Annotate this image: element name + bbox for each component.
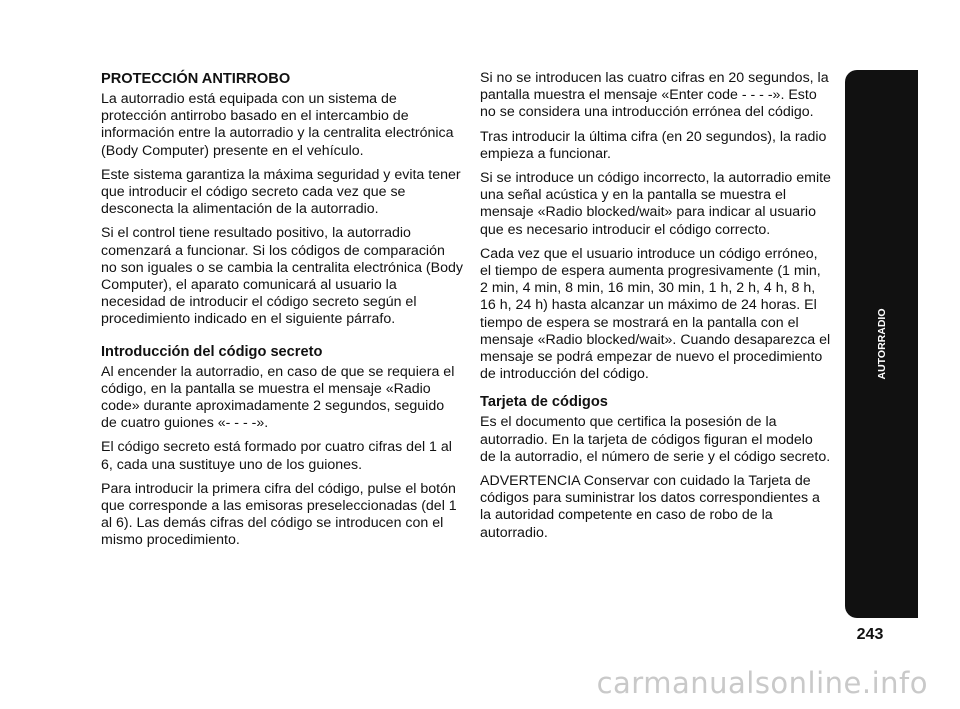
paragraph: Si no se introducen las cuatro cifras en 20 segundos, la pantalla muestra el mensaje «Enter code - - - -». Esto no se considera una introducción errónea del código. bbox=[480, 70, 829, 121]
paragraph: Para introducir la primera cifra del código, pulse el botón que corresponde a las emisoras preseleccionadas (del 1 al 6). Las demás cifras del código se introducen con el mismo procedimiento. bbox=[101, 480, 457, 549]
subsection-heading: Tarjeta de códigos bbox=[480, 394, 608, 411]
page-number: 243 bbox=[856, 626, 884, 643]
section-title: PROTECCIÓN ANTIRROBO bbox=[101, 71, 291, 87]
left-column bbox=[101, 70, 463, 557]
paragraph: Es el documento que certifica la posesión de la autorradio. En la tarjeta de códigos figuran el modelo de la autorradio, el número de serie y el código secreto. bbox=[480, 414, 831, 465]
watermark: carmanualsonline.info bbox=[596, 666, 928, 700]
paragraph: La autorradio está equipada con un sistema de protección antirrobo basado en el intercambio de información entre la autorradio y la centralita electrónica (Body Computer) presente en el vehículo. bbox=[101, 91, 454, 159]
paragraph: El código secreto está formado por cuatro cifras del 1 al 6, cada una sustituye uno de los guiones. bbox=[101, 439, 452, 473]
paragraph: Si se introduce un código incorrecto, la autorradio emite una señal acústica y en la pantalla se muestra el mensaje «Radio blocked/wait» para indicar al usuario que es necesario introducir el código correcto. bbox=[480, 170, 831, 238]
paragraph: Si el control tiene resultado positivo, la autorradio comenzará a funcionar. Si los códigos de comparación no son iguales o se cambia la centralita electrónica (Body Computer), el aparato comunicará al usuario la necesidad de introducir el código secreto según el procedimiento indicado en el siguiente párrafo. bbox=[101, 225, 463, 328]
paragraph: Tras introducir la última cifra (en 20 segundos), la radio empieza a funcionar. bbox=[480, 128, 827, 162]
chapter-side-tab bbox=[845, 70, 918, 618]
right-column bbox=[480, 70, 832, 549]
paragraph: Al encender la autorradio, en caso de que se requiera el código, en la pantalla se muestra el mensaje «Radio code» durante aproximadamente 2 segundos, seguido de cuatro guiones «- - - -». bbox=[101, 363, 455, 432]
chapter-label: AUTORRADIO bbox=[875, 308, 888, 380]
paragraph: Este sistema garantiza la máxima seguridad y evita tener que introducir el código secreto cada vez que se desconecta la alimentación de la autorradio. bbox=[101, 166, 461, 218]
paragraph: ADVERTENCIA Conservar con cuidado la Tarjeta de códigos para suministrar los datos correspondientes a la autoridad competente en caso de robo de la autorradio. bbox=[480, 473, 820, 541]
paragraph: Cada vez que el usuario introduce un código erróneo, el tiempo de espera aumenta progresivamente (1 min, 2 min, 4 min, 8 min, 16 min, 30 min, 1 h, 2 h, 4 h, 8 h, 16 h, 24 h) hasta alcanzar un máximo de 24 horas. El tiempo de espera se mostrará en la pantalla con el mensaje «Radio blocked/wait». Cuando desaparezca el mensaje se podrá empezar de nuevo el procedimiento de introducción del código. bbox=[480, 245, 831, 383]
subsection-heading: Introducción del código secreto bbox=[101, 343, 323, 360]
